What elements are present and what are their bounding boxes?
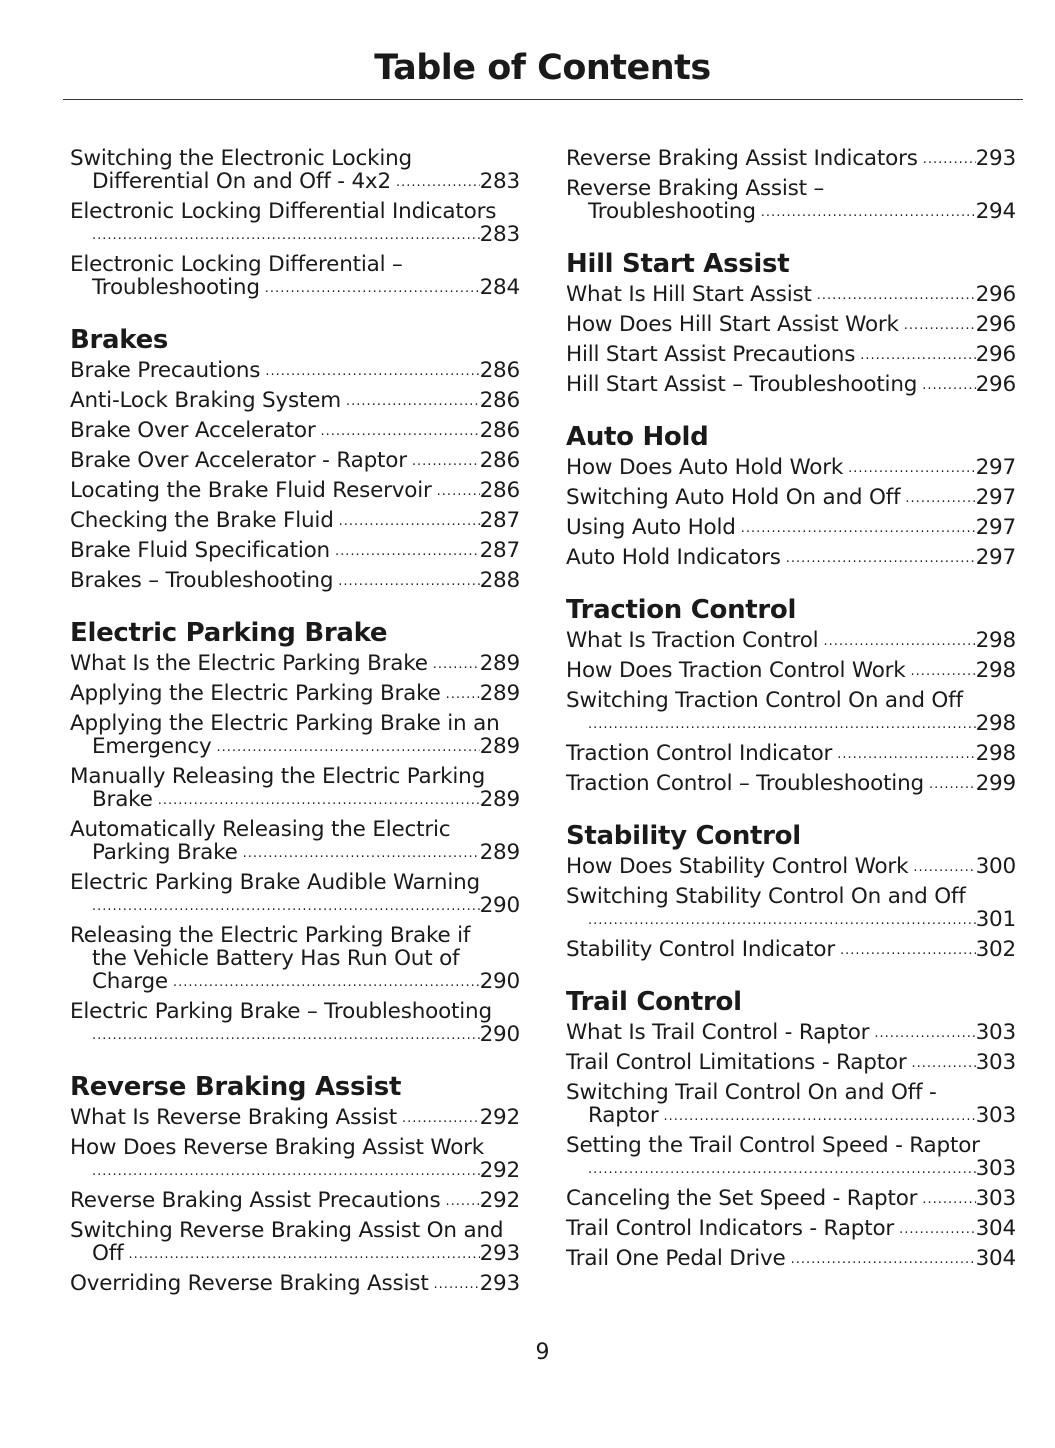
toc-entry-text: Applying the Electric Parking Brake — [70, 681, 441, 706]
toc-page-number: 299 — [975, 771, 1016, 796]
toc-entry-text: Off — [92, 1241, 124, 1266]
dot-leader — [433, 658, 480, 675]
toc-page-number: 286 — [479, 448, 520, 473]
toc-entry[interactable] — [566, 689, 1016, 735]
toc-page-number: 292 — [479, 1158, 520, 1183]
toc-entry[interactable] — [566, 177, 1016, 223]
dot-leader — [446, 1195, 480, 1212]
toc-section-trail-control — [566, 985, 1016, 1270]
toc-page-number: 302 — [975, 937, 1016, 962]
toc-page-number: 286 — [479, 478, 520, 503]
dot-leader — [929, 778, 976, 795]
toc-entry-text: Switching Stability Control On and Off — [566, 884, 966, 909]
toc-entry-text: How Does Auto Hold Work — [566, 455, 844, 480]
toc-entry[interactable] — [566, 516, 1016, 539]
toc-entry-text: What Is Reverse Braking Assist — [70, 1105, 397, 1130]
toc-entry-text: Brakes – Troubleshooting — [70, 568, 334, 593]
toc-page-number: 296 — [975, 342, 1016, 367]
toc-page-number: 293 — [479, 1271, 520, 1296]
toc-entry-text: the Vehicle Battery Has Run Out of — [92, 946, 460, 971]
toc-entry[interactable] — [566, 1217, 1016, 1240]
toc-entry-text: How Does Stability Control Work — [566, 854, 909, 879]
toc-entry-text: Canceling the Set Speed - Raptor — [566, 1186, 918, 1211]
toc-entry-text: Differential On and Off - 4x2 — [92, 169, 391, 194]
toc-entry-text: Checking the Brake Fluid — [70, 508, 334, 533]
toc-entry-text: Traction Control – Troubleshooting — [566, 771, 924, 796]
toc-entry-text: Automatically Releasing the Electric — [70, 817, 451, 842]
toc-page-number: 300 — [975, 854, 1016, 879]
toc-entry[interactable] — [566, 1247, 1016, 1270]
dot-leader — [92, 1029, 480, 1046]
section-heading: Hill Start Assist — [566, 249, 790, 279]
toc-page-number: 303 — [975, 1103, 1016, 1128]
toc-entry-text: Using Auto Hold — [566, 515, 736, 540]
section-heading: Auto Hold — [566, 422, 709, 452]
toc-page-number: 284 — [479, 275, 520, 300]
toc-page-number: 290 — [479, 1022, 520, 1047]
dot-leader — [265, 282, 480, 299]
dot-leader — [922, 1193, 975, 1210]
dot-leader — [899, 1223, 975, 1240]
toc-entry[interactable] — [566, 659, 1016, 682]
dot-leader — [92, 900, 480, 917]
toc-entry-text: Electric Parking Brake Audible Warning — [70, 870, 480, 895]
toc-entry-text: Reverse Braking Assist Precautions — [70, 1188, 441, 1213]
toc-entry[interactable] — [566, 855, 1016, 878]
toc-page-number: 292 — [479, 1188, 520, 1213]
toc-entry[interactable] — [70, 253, 520, 299]
toc-page-number: 303 — [975, 1156, 1016, 1181]
toc-entry[interactable] — [70, 1106, 520, 1129]
dot-leader — [904, 319, 976, 336]
dot-leader — [321, 425, 480, 442]
toc-page-number: 287 — [479, 538, 520, 563]
dot-leader — [338, 575, 479, 592]
dot-leader — [346, 395, 480, 412]
toc-entry[interactable] — [70, 359, 520, 382]
toc-entry-text: Locating the Brake Fluid Reservoir — [70, 478, 432, 503]
dot-leader — [874, 1027, 975, 1044]
toc-entry-text: How Does Hill Start Assist Work — [566, 312, 899, 337]
toc-entry-text: Emergency — [92, 734, 212, 759]
dot-leader — [92, 1165, 480, 1182]
toc-page-number: 296 — [975, 312, 1016, 337]
section-heading: Stability Control — [566, 821, 801, 851]
toc-page-number: 289 — [479, 840, 520, 865]
toc-entry-text: Switching Trail Control On and Off - — [566, 1080, 937, 1105]
toc-entry-text: Manually Releasing the Electric Parking — [70, 764, 486, 789]
toc-page-number: 286 — [479, 388, 520, 413]
toc-entry[interactable] — [566, 456, 1016, 479]
toc-page-number: 297 — [975, 455, 1016, 480]
toc-entry[interactable] — [566, 629, 1016, 652]
dot-leader — [335, 545, 480, 562]
dot-leader — [243, 847, 480, 864]
toc-page-number: 288 — [479, 568, 520, 593]
toc-page-number: 297 — [975, 545, 1016, 570]
toc-entry-text: Stability Control Indicator — [566, 937, 835, 962]
toc-page-number: 298 — [975, 741, 1016, 766]
toc-entry[interactable] — [566, 1051, 1016, 1074]
dot-leader — [911, 665, 976, 682]
toc-entry[interactable] — [70, 1219, 520, 1265]
toc-page-number: 296 — [975, 372, 1016, 397]
dot-leader — [823, 635, 975, 652]
toc-entry[interactable] — [70, 509, 520, 532]
toc-entry[interactable] — [70, 389, 520, 412]
section-heading: Electric Parking Brake — [70, 618, 388, 648]
toc-entry[interactable] — [70, 1272, 520, 1295]
dot-leader — [923, 153, 976, 170]
toc-entry-text: Trail One Pedal Drive — [566, 1246, 786, 1271]
toc-section-auto-hold — [566, 420, 1016, 569]
toc-page-number: 298 — [975, 658, 1016, 683]
toc-entry[interactable] — [566, 373, 1016, 396]
toc-section-electric-parking-brake — [70, 616, 520, 1046]
toc-entry-text: Brake Over Accelerator — [70, 418, 316, 443]
dot-leader — [396, 176, 480, 193]
toc-page-number: 290 — [479, 893, 520, 918]
toc-entry[interactable] — [566, 147, 1016, 170]
toc-page-number: 298 — [975, 628, 1016, 653]
toc-entry-text: Switching Auto Hold On and Off — [566, 485, 901, 510]
toc-entry[interactable] — [566, 343, 1016, 366]
toc-section-traction-control — [566, 593, 1016, 795]
dot-leader — [840, 944, 976, 961]
toc-page-number: 297 — [975, 515, 1016, 540]
toc-entry-text: What Is Hill Start Assist — [566, 282, 812, 307]
toc-page-number: 303 — [975, 1050, 1016, 1075]
dot-leader — [761, 206, 976, 223]
toc-entry[interactable] — [70, 1000, 520, 1046]
toc-page-number: 292 — [479, 1105, 520, 1130]
dot-leader — [158, 794, 480, 811]
toc-entry[interactable] — [566, 546, 1016, 569]
toc-entry-text: Hill Start Assist Precautions — [566, 342, 856, 367]
section-heading: Trail Control — [566, 987, 742, 1017]
toc-entry-text: Brake Fluid Specification — [70, 538, 330, 563]
toc-section-brakes — [70, 323, 520, 592]
toc-entry-text: Setting the Trail Control Speed - Raptor — [566, 1133, 980, 1158]
toc-entry[interactable] — [70, 765, 520, 811]
toc-page-number: 289 — [479, 681, 520, 706]
toc-page-number: 303 — [975, 1020, 1016, 1045]
toc-entry-text: Auto Hold Indicators — [566, 545, 781, 570]
toc-page-number: 283 — [479, 222, 520, 247]
toc-page-number: 286 — [479, 418, 520, 443]
left-column — [70, 147, 520, 1319]
toc-entry[interactable] — [70, 147, 520, 193]
toc-section-stability-control — [566, 819, 1016, 961]
toc-entry[interactable] — [566, 1134, 1016, 1180]
toc-entry[interactable] — [70, 1189, 520, 1212]
dot-leader — [791, 1253, 976, 1270]
toc-entry[interactable] — [566, 742, 1016, 765]
section-heading: Brakes — [70, 325, 169, 355]
dot-leader — [92, 229, 480, 246]
dot-leader — [588, 718, 976, 735]
toc-entry[interactable] — [70, 652, 520, 675]
toc-entry[interactable] — [566, 1021, 1016, 1044]
dot-leader — [913, 861, 975, 878]
toc-entry-text: Applying the Electric Parking Brake in an — [70, 711, 500, 736]
toc-entry[interactable] — [566, 313, 1016, 336]
dot-leader — [437, 485, 480, 502]
dot-leader — [402, 1112, 480, 1129]
page-number: 9 — [535, 1340, 550, 1365]
dot-leader — [922, 379, 975, 396]
dot-leader — [434, 1278, 480, 1295]
toc-entry[interactable] — [70, 200, 520, 246]
toc-section-hill-start-assist — [566, 247, 1016, 396]
dot-leader — [817, 289, 976, 306]
title-divider — [63, 99, 1023, 100]
dot-leader — [848, 462, 975, 479]
toc-page-number: 289 — [479, 787, 520, 812]
toc-entry-text: Switching Reverse Braking Assist On and — [70, 1218, 504, 1243]
dot-leader — [837, 748, 975, 765]
toc-entry[interactable] — [70, 569, 520, 592]
toc-entry-text: Traction Control Indicator — [566, 741, 833, 766]
toc-page-number: 289 — [479, 734, 520, 759]
toc-section-reverse-braking-assist — [70, 1070, 520, 1295]
toc-page-number: 301 — [975, 907, 1016, 932]
toc-intro-group — [70, 147, 520, 299]
toc-entry-text: Anti-Lock Braking System — [70, 388, 342, 413]
toc-entry[interactable] — [70, 539, 520, 562]
toc-entry[interactable] — [70, 419, 520, 442]
toc-entry[interactable] — [70, 924, 520, 993]
toc-entry-text: How Does Reverse Braking Assist Work — [70, 1135, 485, 1160]
toc-entry[interactable] — [70, 712, 520, 758]
toc-page-number: 283 — [479, 169, 520, 194]
toc-entry-text: Electronic Locking Differential – — [70, 252, 403, 277]
toc-entry-text: Trail Control Indicators - Raptor — [566, 1216, 895, 1241]
toc-page-number: 294 — [975, 199, 1016, 224]
toc-entry-text: How Does Traction Control Work — [566, 658, 906, 683]
toc-entry[interactable] — [566, 283, 1016, 306]
dot-leader — [173, 976, 480, 993]
toc-entry[interactable] — [566, 1187, 1016, 1210]
toc-entry[interactable] — [566, 772, 1016, 795]
dot-leader — [664, 1110, 976, 1127]
dot-leader — [905, 492, 975, 509]
section-heading: Reverse Braking Assist — [70, 1072, 402, 1102]
toc-entry-text: What Is Trail Control - Raptor — [566, 1020, 870, 1045]
toc-page-number: 289 — [479, 651, 520, 676]
toc-entry[interactable] — [70, 479, 520, 502]
toc-entry-text: Charge — [92, 969, 168, 994]
toc-entry-text: Raptor — [588, 1103, 659, 1128]
dot-leader — [588, 914, 976, 931]
toc-entry-text: Reverse Braking Assist Indicators — [566, 146, 918, 171]
toc-entry-text: Switching the Electronic Locking — [70, 146, 412, 171]
dot-leader — [265, 365, 479, 382]
dot-leader — [216, 741, 479, 758]
dot-leader — [786, 552, 976, 569]
toc-entry-text: Electronic Locking Differential Indicators — [70, 199, 497, 224]
toc-entry[interactable] — [566, 1081, 1016, 1127]
toc-page-number: 296 — [975, 282, 1016, 307]
toc-page-number: 298 — [975, 711, 1016, 736]
dot-leader — [588, 1163, 976, 1180]
toc-entry-text: Reverse Braking Assist – — [566, 176, 825, 201]
section-heading: Traction Control — [566, 595, 797, 625]
toc-entry-text: What Is Traction Control — [566, 628, 819, 653]
toc-entry[interactable] — [70, 871, 520, 917]
toc-page-number: 287 — [479, 508, 520, 533]
dot-leader — [860, 349, 975, 366]
toc-page-number: 286 — [479, 358, 520, 383]
dot-leader — [912, 1057, 976, 1074]
toc-page-number: 303 — [975, 1186, 1016, 1211]
dot-leader — [446, 688, 480, 705]
toc-entry[interactable] — [70, 449, 520, 472]
toc-entry[interactable] — [566, 938, 1016, 961]
toc-entry[interactable] — [70, 1136, 520, 1182]
toc-page-number: 304 — [975, 1246, 1016, 1271]
toc-entry-text: Parking Brake — [92, 840, 238, 865]
toc-entry-text: What Is the Electric Parking Brake — [70, 651, 428, 676]
toc-entry-text: Troubleshooting — [92, 275, 260, 300]
dot-leader — [412, 455, 480, 472]
toc-entry-text: Overriding Reverse Braking Assist — [70, 1271, 429, 1296]
toc-entry-text: Hill Start Assist – Troubleshooting — [566, 372, 918, 397]
toc-entry-text: Switching Traction Control On and Off — [566, 688, 963, 713]
page-title: Table of Contents — [374, 48, 711, 88]
toc-entry[interactable] — [566, 486, 1016, 509]
toc-entry[interactable] — [70, 818, 520, 864]
dot-leader — [339, 515, 480, 532]
toc-entry-text: Trail Control Limitations - Raptor — [566, 1050, 907, 1075]
toc-entry-text: Brake — [92, 787, 153, 812]
toc-page-number: 297 — [975, 485, 1016, 510]
toc-page-number: 304 — [975, 1216, 1016, 1241]
right-column — [566, 147, 1016, 1294]
toc-entry-text: Electric Parking Brake – Troubleshooting — [70, 999, 492, 1024]
toc-page-number: 293 — [975, 146, 1016, 171]
toc-entry[interactable] — [70, 682, 520, 705]
toc-entry-text: Brake Over Accelerator - Raptor — [70, 448, 407, 473]
toc-entry-text: Troubleshooting — [588, 199, 756, 224]
toc-page-number: 290 — [479, 969, 520, 994]
dot-leader — [128, 1248, 479, 1265]
toc-intro-group — [566, 147, 1016, 223]
toc-entry-text: Releasing the Electric Parking Brake if — [70, 923, 471, 948]
dot-leader — [741, 522, 976, 539]
toc-page-number: 293 — [479, 1241, 520, 1266]
toc-entry-text: Brake Precautions — [70, 358, 261, 383]
toc-entry[interactable] — [566, 885, 1016, 931]
